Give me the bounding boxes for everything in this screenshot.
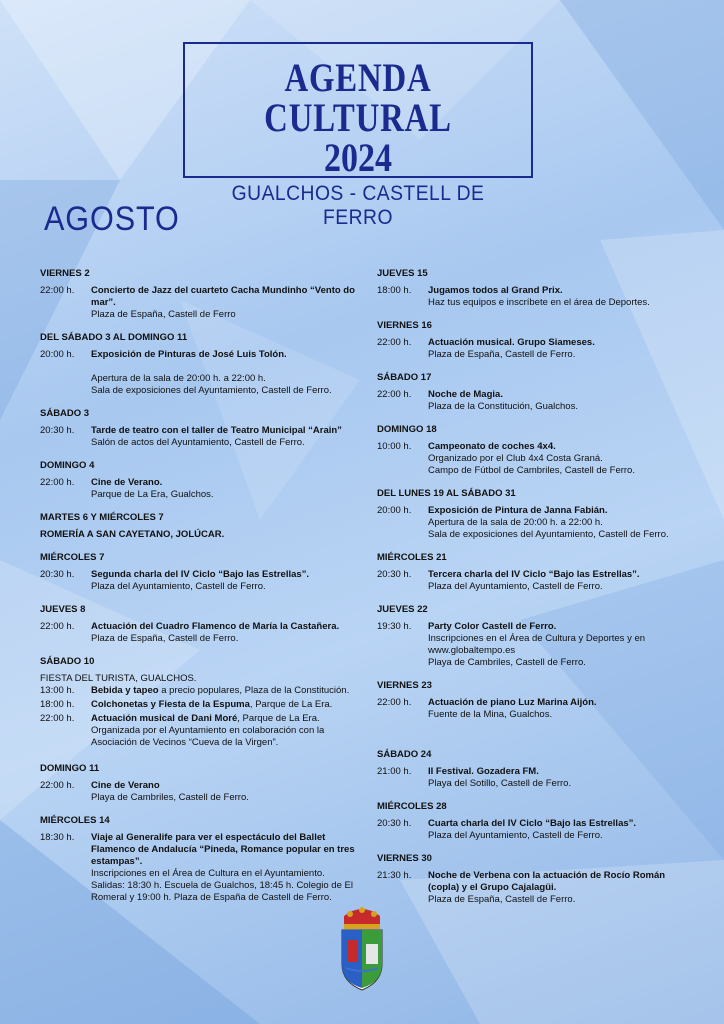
event-time: 18:00 h. (40, 699, 75, 710)
agenda-day-block (377, 372, 677, 413)
day-heading: JUEVES 22 (377, 604, 428, 615)
agenda-day-block (40, 408, 360, 449)
day-heading: DEL LUNES 19 AL SÁBADO 31 (377, 488, 516, 499)
event-time: 20:30 h. (377, 569, 412, 580)
day-heading: VIERNES 30 (377, 853, 432, 864)
day-heading: SÁBADO 3 (40, 408, 90, 419)
event-row (377, 818, 677, 842)
event-row (40, 425, 360, 449)
event-detail: Plaza de España, Castell de Ferro (91, 309, 236, 320)
day-heading: MIÉRCOLES 21 (377, 552, 447, 563)
event-time: 22:00 h. (40, 780, 75, 791)
event-time: 18:30 h. (40, 832, 75, 843)
event-detail: Plaza de España, Castell de Ferro. (91, 633, 239, 644)
event-body (91, 780, 360, 804)
event-detail: Plaza del Ayuntamiento, Castell de Ferro. (428, 830, 603, 841)
agenda-day-block (377, 680, 677, 721)
event-title-rest: , Parque de La Era. (249, 699, 333, 710)
event-time: 22:00 h. (40, 477, 75, 488)
day-heading: VIERNES 16 (377, 320, 432, 331)
event-body (428, 337, 677, 361)
agenda-day-block (40, 656, 360, 749)
day-heading: JUEVES 8 (40, 604, 86, 615)
event-title: Tercera charla del IV Ciclo “Bajo las Estrellas”. (428, 569, 640, 580)
agenda-day-block (40, 552, 360, 593)
day-heading: JUEVES 15 (377, 268, 428, 279)
event-detail: Inscripciones en el Área de Cultura en el Ayuntamiento. Salidas: 18:30 h. Escuela de Gualchos, 18:45 h. Colegio de El Romeral y 19:00 h. Plaza de España de Castell de Ferro. (91, 868, 353, 903)
day-heading: DEL SÁBADO 3 AL DOMINGO 11 (40, 332, 188, 343)
event-time: 18:00 h. (377, 285, 412, 296)
event-title: Jugamos todos al Grand Prix. (428, 285, 563, 296)
event-body (91, 685, 360, 697)
event-title: Exposición de Pintura de Janna Fabián. (428, 505, 608, 516)
event-row (377, 441, 677, 477)
event-detail: Inscripciones en el Área de Cultura y Deportes y en www.globaltempo.es Playa de Cambriles, Castell de Ferro. (428, 633, 646, 668)
event-title: Cuarta charla del IV Ciclo “Bajo las Estrellas”. (428, 818, 637, 829)
event-body (91, 349, 360, 397)
event-detail: Plaza del Ayuntamiento, Castell de Ferro. (428, 581, 603, 592)
event-title: Viaje al Generalife para ver el espectáculo del Ballet Flamenco de Andalucía “Pineda, Romance popular en tres estampas”. (91, 832, 355, 867)
event-body (428, 697, 677, 721)
event-detail: Parque de La Era, Gualchos. (91, 489, 214, 500)
event-title: Actuación del Cuadro Flamenco de María la Castañera. (91, 621, 340, 632)
event-row (377, 569, 677, 593)
event-row (40, 621, 360, 645)
right-column (377, 268, 677, 917)
event-title: Campeonato de coches 4x4. (428, 441, 556, 452)
event-detail: Plaza del Ayuntamiento, Castell de Ferro. (91, 581, 266, 592)
event-row (377, 505, 677, 541)
event-detail: Apertura de la sala de 20:00 h. a 22:00 h. Sala de exposiciones del Ayuntamiento, Castell de Ferro. (91, 373, 332, 396)
event-title: Concierto de Jazz del cuarteto Cacha Mundinho “Vento do mar”. (91, 285, 355, 308)
event-row (40, 699, 360, 711)
event-detail: Plaza de España, Castell de Ferro. (428, 894, 576, 905)
event-title: Segunda charla del IV Ciclo “Bajo las Estrellas”. (91, 569, 310, 580)
agenda-day-block (377, 268, 677, 309)
month-heading: AGOSTO (44, 200, 180, 238)
day-heading: SÁBADO 17 (377, 372, 432, 383)
event-detail: Playa del Sotillo, Castell de Ferro. (428, 778, 572, 789)
event-title: Actuación musical. Grupo Siameses. (428, 337, 595, 348)
agenda-day-block (40, 460, 360, 501)
event-row (40, 569, 360, 593)
event-row (377, 389, 677, 413)
left-column (40, 268, 360, 915)
event-body (91, 699, 360, 711)
day-heading: DOMINGO 4 (40, 460, 95, 471)
event-body (91, 621, 360, 645)
agenda-day-block (40, 763, 360, 804)
event-time: 20:00 h. (377, 505, 412, 516)
event-time: 13:00 h. (40, 685, 75, 696)
event-time: 10:00 h. (377, 441, 412, 452)
event-time: 20:30 h. (377, 818, 412, 829)
agenda-day-block (377, 604, 677, 669)
event-title: II Festival. Gozadera FM. (428, 766, 539, 777)
event-row (40, 780, 360, 804)
event-row (40, 713, 360, 749)
event-title: Party Color Castell de Ferro. (428, 621, 557, 632)
event-time: 22:00 h. (40, 285, 75, 296)
event-row (40, 832, 360, 904)
event-time: 20:30 h. (40, 569, 75, 580)
event-body (428, 389, 677, 413)
event-time: 20:30 h. (40, 425, 75, 436)
title-line-2: 2024 (324, 135, 392, 180)
event-title: Actuación de piano Luz Marina Aijón. (428, 697, 597, 708)
event-title: Bebida y tapeo (91, 685, 159, 696)
event-row (377, 766, 677, 790)
event-row (377, 285, 677, 309)
event-body (91, 832, 360, 904)
event-row (377, 337, 677, 361)
event-body (91, 713, 360, 749)
agenda-day-block (377, 749, 677, 790)
day-heading: MIÉRCOLES 14 (40, 815, 110, 826)
event-row (40, 685, 360, 697)
day-heading: VIERNES 23 (377, 680, 432, 691)
day-heading: MIÉRCOLES 7 (40, 552, 105, 563)
day-heading: VIERNES 2 (40, 268, 90, 279)
event-row (377, 697, 677, 721)
event-title: Noche de Magia. (428, 389, 503, 400)
event-body (428, 870, 677, 906)
event-title-rest: a precio populares, Plaza de la Constitución. (158, 685, 350, 696)
event-time: 21:00 h. (377, 766, 412, 777)
event-title: Noche de Verbena con la actuación de Rocío Román (copla) y el Grupo Cajalagüi. (428, 870, 666, 893)
agenda-day-block (40, 512, 360, 541)
event-title: Tarde de teatro con el taller de Teatro Municipal “Arain” (91, 425, 342, 436)
agenda-day-block (377, 424, 677, 477)
agenda-day-block (40, 332, 360, 397)
event-title-rest: , Parque de La Era. (237, 713, 320, 724)
event-body (428, 285, 677, 309)
event-body (428, 766, 677, 790)
day-heading: MIÉRCOLES 28 (377, 801, 447, 812)
event-time: 20:00 h. (40, 349, 75, 360)
event-detail: Playa de Cambriles, Castell de Ferro. (91, 792, 249, 803)
agenda-day-block (377, 320, 677, 361)
day-heading: DOMINGO 18 (377, 424, 437, 435)
agenda-day-block (377, 853, 677, 906)
event-body (91, 425, 360, 449)
day-heading: DOMINGO 11 (40, 763, 100, 774)
event-body (91, 569, 360, 593)
title-line-1: AGENDA CULTURAL (264, 55, 452, 140)
event-time: 21:30 h. (377, 870, 412, 881)
agenda-day-block (40, 815, 360, 904)
event-time: 22:00 h. (377, 337, 412, 348)
event-row (377, 870, 677, 906)
event-title: Actuación musical de Dani Moré (91, 713, 238, 724)
event-body (428, 441, 677, 477)
event-detail: Haz tus equipos e inscríbete en el área de Deportes. (428, 297, 650, 308)
event-row (40, 285, 360, 321)
event-detail: Plaza de la Constitución, Gualchos. (428, 401, 578, 412)
event-body (428, 818, 677, 842)
event-time: 22:00 h. (377, 389, 412, 400)
event-title: Colchonetas y Fiesta de la Espuma (91, 699, 250, 710)
event-detail: Apertura de la sala de 20:00 h. a 22:00 h. Sala de exposiciones del Ayuntamiento, Castell de Ferro. (428, 517, 669, 540)
agenda-day-block (377, 801, 677, 842)
header-subtitle: GUALCHOS - CASTELL DE FERRO (231, 182, 485, 229)
event-title: Cine de Verano. (91, 477, 163, 488)
event-detail: Plaza de España, Castell de Ferro. (428, 349, 576, 360)
event-detail: Organizado por el Club 4x4 Costa Graná. Campo de Fútbol de Cambriles, Castell de Ferro. (428, 453, 635, 476)
event-body (428, 505, 677, 541)
coat-of-arms-icon (336, 902, 388, 998)
agenda-day-block (40, 604, 360, 645)
event-time: 22:00 h. (40, 713, 75, 724)
event-body (91, 285, 360, 321)
header-box (183, 42, 533, 229)
event-detail: Fuente de la Mina, Gualchos. (428, 709, 553, 720)
day-note: ROMERÍA A SAN CAYETANO, JOLÚCAR. (40, 529, 225, 540)
event-time: 22:00 h. (377, 697, 412, 708)
event-time: 19:30 h. (377, 621, 412, 632)
event-row (40, 477, 360, 501)
agenda-day-block (40, 268, 360, 321)
day-heading: MARTES 6 Y MIÉRCOLES 7 (40, 512, 164, 523)
event-body (428, 621, 677, 669)
event-body (91, 477, 360, 501)
event-detail: Salón de actos del Ayuntamiento, Castell de Ferro. (91, 437, 305, 448)
event-body (428, 569, 677, 593)
event-title: Cine de Verano (91, 780, 160, 791)
day-heading: SÁBADO 24 (377, 749, 432, 760)
event-time: 22:00 h. (40, 621, 75, 632)
event-title: Exposición de Pinturas de José Luis Tolón. (91, 349, 287, 360)
event-row (377, 621, 677, 669)
event-row (40, 349, 360, 397)
event-detail: Organizada por el Ayuntamiento en colaboración con la Asociación de Vecinos “Cueva de la Virgen”. (91, 725, 325, 748)
day-heading: SÁBADO 10 (40, 656, 95, 667)
agenda-day-block (377, 552, 677, 593)
day-subheading: FIESTA DEL TURISTA, GUALCHOS. (40, 673, 197, 684)
agenda-day-block (377, 488, 677, 541)
